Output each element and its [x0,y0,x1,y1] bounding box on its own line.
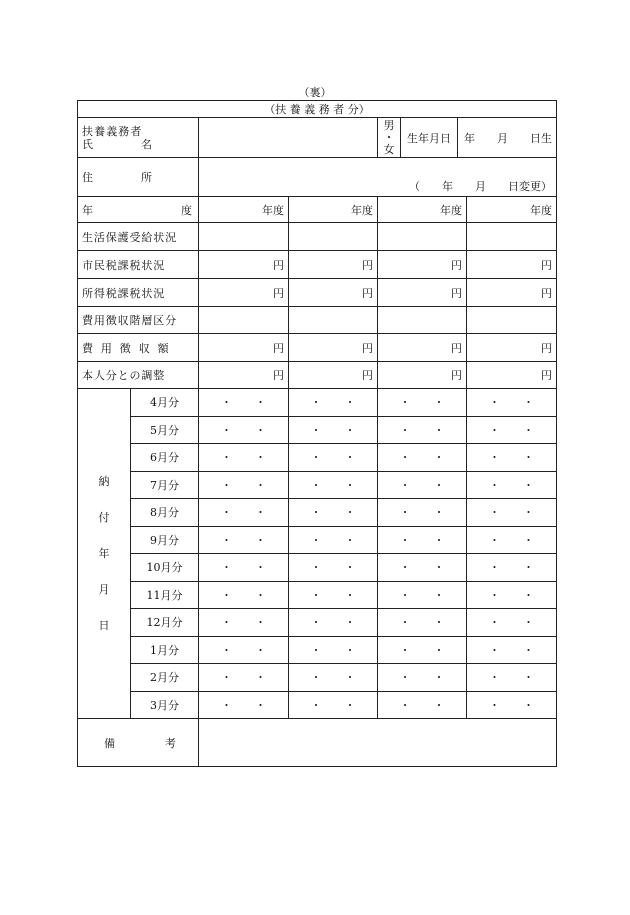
welfare-label: 生活保護受給状況 [78,223,199,251]
name-label-line1: 扶養義務者 [82,124,143,138]
payment-date-cell[interactable] [467,416,557,444]
payment-date-cell[interactable] [378,444,467,472]
address-label-a: 住 [82,171,93,184]
payment-date-cell[interactable] [199,389,289,417]
payment-date-cell[interactable] [378,554,467,582]
date-separator-dot: ・ [399,533,411,547]
gender-female: 女 [383,142,395,156]
city-tax-cell-2[interactable]: 円 [289,251,378,279]
month-label: 11月分 [131,581,199,609]
date-separator-dot: ・ [523,698,534,712]
date-separator-dot: ・ [221,478,232,492]
payment-date-cell[interactable] [467,389,557,417]
payment-date-cell[interactable] [199,691,289,719]
remarks-row [78,719,557,767]
year-cell-4[interactable]: 年度 [467,197,557,223]
adjust-cell-2[interactable]: 円 [289,362,378,389]
date-separator-dot: ・ [523,506,534,520]
city-tax-cell-4[interactable]: 円 [467,251,557,279]
gender-male: 男 [383,118,395,132]
month-row [78,499,557,527]
date-separator-dot: ・ [489,616,500,630]
payment-date-cell[interactable] [199,554,289,582]
date-separator-dot: ・ [344,616,356,630]
year-label-b: 度 [181,203,192,217]
date-separator-dot: ・ [344,533,356,547]
income-tax-cell-2[interactable]: 円 [289,279,378,307]
date-separator-dot: ・ [344,588,356,602]
date-separator-dot: ・ [433,671,445,685]
welfare-cell-1[interactable] [199,223,289,251]
year-cell-2[interactable]: 年度 [289,197,378,223]
date-separator-dot: ・ [489,423,500,437]
date-separator-dot: ・ [344,643,356,657]
date-separator-dot: ・ [523,588,534,602]
adjust-cell-4[interactable]: 円 [467,362,557,389]
welfare-cell-3[interactable] [378,223,467,251]
payment-date-cell[interactable] [199,581,289,609]
payment-date-cell[interactable] [378,609,467,637]
gender-dot: ・ [383,130,395,144]
date-separator-dot: ・ [310,561,322,575]
remarks-label-a: 備 [104,736,115,750]
birth-label: 生年月日 [401,118,458,157]
date-separator-dot: ・ [433,478,445,492]
payment-date-char: 年 [98,546,110,560]
date-separator-dot: ・ [255,698,266,712]
date-separator-dot: ・ [255,423,266,437]
date-separator-dot: ・ [523,533,534,547]
birth-field[interactable] [458,118,557,157]
date-separator-dot: ・ [310,396,322,410]
date-separator-dot: ・ [489,588,500,602]
date-separator-dot: ・ [310,643,322,657]
payment-date-cell[interactable] [378,636,467,664]
name-label-shi: 氏 [82,137,93,151]
date-separator-dot: ・ [523,478,534,492]
date-separator-dot: ・ [255,396,266,410]
date-separator-dot: ・ [399,478,411,492]
payment-date-cell[interactable] [378,416,467,444]
payment-date-cell[interactable] [289,499,378,527]
date-separator-dot: ・ [433,588,445,602]
tier-cell-2[interactable] [289,307,378,334]
date-separator-dot: ・ [310,451,322,465]
income-tax-cell-3[interactable]: 円 [378,279,467,307]
payment-date-cell[interactable] [467,581,557,609]
date-separator-dot: ・ [523,561,534,575]
payment-date-cell[interactable] [467,444,557,472]
month-row [78,554,557,582]
amount-cell-4[interactable]: 円 [467,334,557,362]
payment-date-char: 日 [98,618,110,632]
payment-date-cell[interactable] [467,554,557,582]
date-separator-dot: ・ [489,396,500,410]
date-separator-dot: ・ [221,561,232,575]
date-separator-dot: ・ [255,643,266,657]
payment-date-cell[interactable] [199,636,289,664]
date-separator-dot: ・ [489,698,500,712]
address-field[interactable] [199,158,557,197]
section-caption: （扶 養 義 務 者 分） [78,101,557,118]
adjust-cell-1[interactable]: 円 [199,362,289,389]
date-separator-dot: ・ [399,396,411,410]
month-label: 7月分 [131,471,199,499]
date-separator-dot: ・ [523,396,534,410]
welfare-cell-4[interactable] [467,223,557,251]
payment-date-cell[interactable] [378,691,467,719]
date-separator-dot: ・ [310,616,322,630]
month-row [78,416,557,444]
date-separator-dot: ・ [399,423,411,437]
date-separator-dot: ・ [255,533,266,547]
date-separator-dot: ・ [310,698,322,712]
birth-year: 年 [464,131,476,145]
date-separator-dot: ・ [399,616,411,630]
date-separator-dot: ・ [344,671,356,685]
date-separator-dot: ・ [489,671,500,685]
date-separator-dot: ・ [399,588,411,602]
month-row [78,609,557,637]
date-separator-dot: ・ [255,616,266,630]
month-label: 8月分 [131,499,199,527]
date-separator-dot: ・ [255,478,266,492]
amount-cell-2[interactable]: 円 [289,334,378,362]
month-row [78,636,557,664]
income-tax-label: 所得税課税状況 [78,279,199,307]
payment-date-cell[interactable] [199,416,289,444]
date-separator-dot: ・ [489,506,500,520]
payment-date-cell[interactable] [378,499,467,527]
adjust-row [78,362,557,389]
name-field[interactable] [199,118,378,158]
date-separator-dot: ・ [255,561,266,575]
date-separator-dot: ・ [433,561,445,575]
date-separator-dot: ・ [310,423,322,437]
payment-date-cell[interactable] [467,526,557,554]
year-row [78,197,557,223]
date-separator-dot: ・ [221,533,232,547]
city-tax-row [78,251,557,279]
date-separator-dot: ・ [344,698,356,712]
tier-row [78,307,557,334]
date-separator-dot: ・ [433,643,445,657]
payment-date-char: 納 [98,474,110,488]
date-separator-dot: ・ [221,698,232,712]
date-separator-dot: ・ [310,506,322,520]
date-separator-dot: ・ [255,588,266,602]
date-separator-dot: ・ [489,533,500,547]
date-separator-dot: ・ [310,588,322,602]
month-row [78,526,557,554]
income-tax-cell-4[interactable]: 円 [467,279,557,307]
date-separator-dot: ・ [523,423,534,437]
date-separator-dot: ・ [433,533,445,547]
month-label: 10月分 [131,554,199,582]
month-row [78,471,557,499]
payment-date-cell[interactable] [289,444,378,472]
payment-date-cell[interactable] [378,389,467,417]
payment-date-cell[interactable] [199,444,289,472]
date-separator-dot: ・ [344,506,356,520]
date-separator-dot: ・ [221,671,232,685]
address-label-b: 所 [141,171,152,184]
payment-date-cell[interactable] [467,664,557,692]
income-tax-row [78,279,557,307]
date-separator-dot: ・ [399,671,411,685]
payment-date-cell[interactable] [289,636,378,664]
payment-date-cell[interactable] [378,581,467,609]
payment-date-cell[interactable] [467,609,557,637]
payment-date-char: 付 [98,510,110,524]
income-tax-cell-1[interactable]: 円 [199,279,289,307]
date-separator-dot: ・ [399,451,411,465]
month-label: 12月分 [131,609,199,637]
payment-date-cell[interactable] [199,499,289,527]
month-row [78,444,557,472]
date-separator-dot: ・ [433,698,445,712]
address-change-note: （ 年 月 日変更） [409,180,553,193]
year-label [78,197,199,223]
date-separator-dot: ・ [344,478,356,492]
payment-date-cell[interactable] [289,609,378,637]
date-separator-dot: ・ [433,423,445,437]
month-label: 2月分 [131,664,199,692]
payment-date-cell[interactable] [378,664,467,692]
payment-date-cell[interactable] [289,691,378,719]
city-tax-cell-3[interactable]: 円 [378,251,467,279]
tier-cell-4[interactable] [467,307,557,334]
year-cell-1[interactable]: 年度 [199,197,289,223]
remarks-label-b: 考 [165,736,176,750]
tier-cell-1[interactable] [199,307,289,334]
month-row [78,389,557,417]
date-separator-dot: ・ [399,698,411,712]
date-separator-dot: ・ [344,561,356,575]
payment-date-cell[interactable] [289,416,378,444]
amount-label: 費 用 徴 収 額 [78,334,199,362]
date-separator-dot: ・ [221,588,232,602]
date-separator-dot: ・ [344,423,356,437]
payment-date-cell[interactable] [289,554,378,582]
tier-cell-3[interactable] [378,307,467,334]
date-separator-dot: ・ [221,396,232,410]
payment-date-cell[interactable] [289,664,378,692]
date-separator-dot: ・ [344,451,356,465]
welfare-cell-2[interactable] [289,223,378,251]
date-separator-dot: ・ [433,616,445,630]
date-separator-dot: ・ [433,506,445,520]
date-separator-dot: ・ [523,671,534,685]
month-label: 5月分 [131,416,199,444]
date-separator-dot: ・ [433,396,445,410]
payment-date-cell[interactable] [467,471,557,499]
date-separator-dot: ・ [255,451,266,465]
address-label [78,158,199,197]
date-separator-dot: ・ [255,506,266,520]
date-separator-dot: ・ [489,478,500,492]
date-separator-dot: ・ [221,643,232,657]
year-cell-3[interactable]: 年度 [378,197,467,223]
year-label-a: 年 [82,203,93,217]
date-separator-dot: ・ [399,506,411,520]
name-label-mei: 名 [141,137,152,151]
date-separator-dot: ・ [310,478,322,492]
date-separator-dot: ・ [310,533,322,547]
month-label: 3月分 [131,691,199,719]
date-separator-dot: ・ [221,451,232,465]
month-label: 6月分 [131,444,199,472]
date-separator-dot: ・ [489,643,500,657]
birth-month: 月 [497,131,509,145]
date-separator-dot: ・ [523,643,534,657]
payment-date-cell[interactable] [289,526,378,554]
payment-date-cell[interactable] [199,664,289,692]
date-separator-dot: ・ [221,506,232,520]
payment-date-cell[interactable] [467,499,557,527]
date-separator-dot: ・ [221,616,232,630]
adjust-label: 本人分との調整 [78,362,199,389]
dependent-support-table [77,100,557,767]
payment-date-cell[interactable] [199,526,289,554]
month-label: 9月分 [131,526,199,554]
payment-date-char: 月 [98,582,110,596]
payment-date-cell[interactable] [289,581,378,609]
amount-cell-1[interactable]: 円 [199,334,289,362]
name-label [78,118,199,158]
month-row [78,691,557,719]
payment-date-label [78,389,131,719]
payment-date-cell[interactable] [199,609,289,637]
gender-field[interactable] [378,118,401,157]
date-separator-dot: ・ [523,616,534,630]
date-separator-dot: ・ [399,643,411,657]
month-row [78,581,557,609]
date-separator-dot: ・ [221,423,232,437]
remarks-field[interactable] [199,719,557,767]
payment-date-cell[interactable] [378,471,467,499]
city-tax-cell-1[interactable]: 円 [199,251,289,279]
city-tax-label: 市民税課税状況 [78,251,199,279]
month-label: 4月分 [131,389,199,417]
date-separator-dot: ・ [489,451,500,465]
payment-date-cell[interactable] [378,526,467,554]
month-row [78,664,557,692]
welfare-row [78,223,557,251]
birth-day: 日生 [530,131,553,145]
remarks-label [78,719,199,767]
page-caption: （裏） [298,86,332,99]
date-separator-dot: ・ [523,451,534,465]
date-separator-dot: ・ [433,451,445,465]
date-separator-dot: ・ [310,671,322,685]
tier-label: 費用徴収階層区分 [78,307,199,334]
date-separator-dot: ・ [489,561,500,575]
payment-date-cell[interactable] [289,389,378,417]
date-separator-dot: ・ [255,671,266,685]
date-separator-dot: ・ [344,396,356,410]
payment-date-cell[interactable] [199,471,289,499]
date-separator-dot: ・ [399,561,411,575]
amount-cell-3[interactable]: 円 [378,334,467,362]
payment-date-cell[interactable] [289,471,378,499]
adjust-cell-3[interactable]: 円 [378,362,467,389]
month-label: 1月分 [131,636,199,664]
payment-date-cell[interactable] [467,636,557,664]
payment-date-cell[interactable] [467,691,557,719]
amount-row [78,334,557,362]
